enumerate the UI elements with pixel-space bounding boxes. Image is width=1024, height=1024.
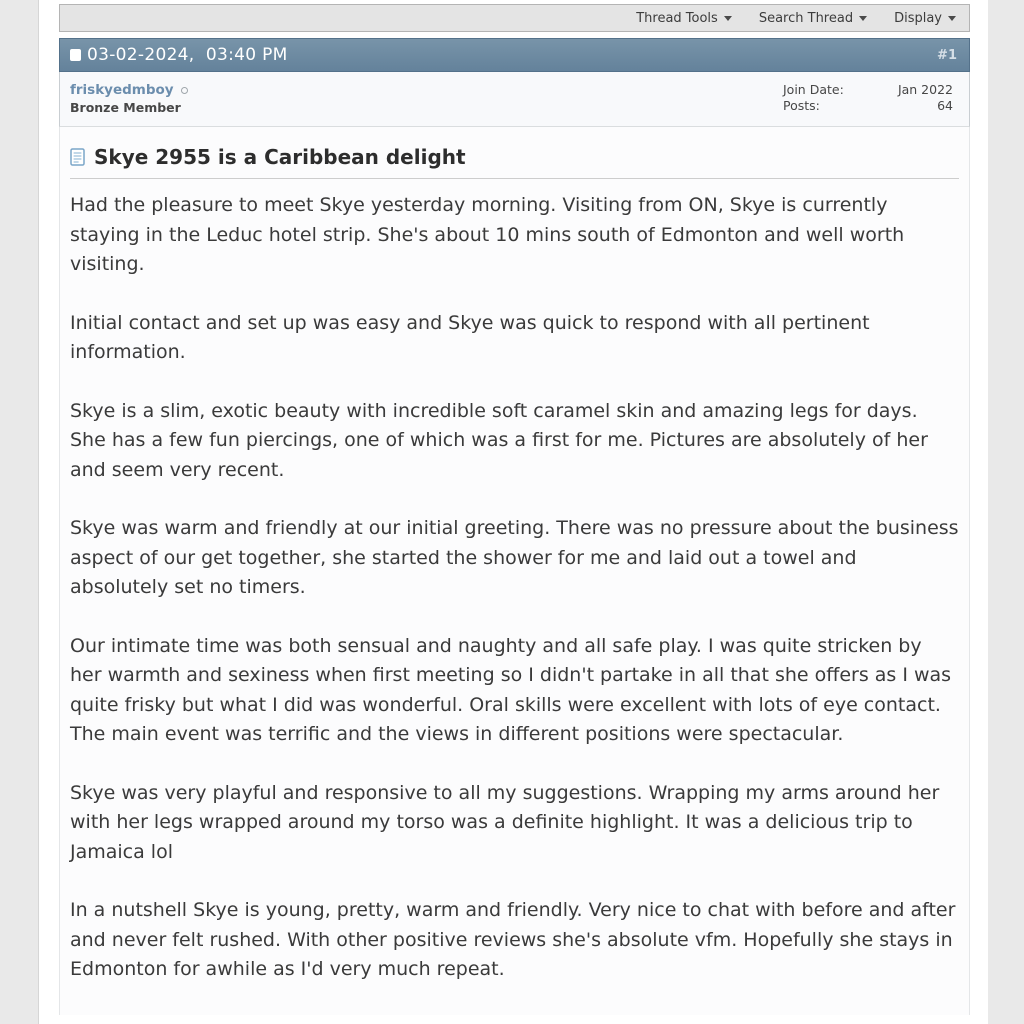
thread-post-icon: [70, 148, 85, 166]
post-date: 03-02-2024, 03:40 PM: [87, 45, 288, 65]
content-column: [39, 0, 988, 1015]
thread-tools-menu[interactable]: [636, 11, 732, 26]
display-menu[interactable]: [894, 11, 956, 26]
post-paragraph: Skye was warm and friendly at our initial greeting. There was no pressure about the business aspect of our get together, she started the shower for me and laid out a towel and absolutely set no timers.: [70, 517, 959, 598]
title-divider: [70, 178, 959, 179]
post-paragraph: Our intimate time was both sensual and naughty and all safe play. I was quite stricken by her warmth and sexiness when first meeting so I didn't partake in all that she offers as I was quite frisky but what I did was wonderful. Oral skills were excellent with lots of eye contact. The main event was terrific and the views in different positions were spectacular.: [70, 634, 952, 745]
post-container: [59, 38, 970, 1015]
content-surface: [38, 0, 988, 1024]
join-date-value: Jan 2022: [897, 82, 953, 97]
search-thread-label: Search Thread: [758, 10, 854, 26]
post-message: [59, 127, 970, 1015]
join-date-label: Join Date:: [783, 82, 844, 97]
post-paragraph: Skye was very playful and responsive to all my suggestions. Wrapping my arms around her with her legs wrapped around my torso was a definite highlight. It was a delicious trip to Jamaica lol: [70, 781, 940, 863]
caret-down-icon: [724, 16, 732, 21]
online-status-icon: [181, 87, 188, 94]
posts-value: 64: [937, 98, 953, 113]
posts-label: Posts:: [783, 98, 820, 113]
search-thread-menu[interactable]: [759, 11, 867, 26]
user-rank: Bronze Member: [70, 100, 181, 115]
caret-down-icon: [859, 16, 867, 21]
caret-down-icon: [948, 16, 956, 21]
stat-join-date: [783, 82, 953, 98]
post-paragraph: Skye is a slim, exotic beauty with incredible soft caramel skin and amazing legs for days. She has a few fun piercings, one of which was a first for me. Pictures are absolutely of her and seem very recent.: [70, 399, 928, 481]
post-title-row: [70, 145, 959, 169]
username-link[interactable]: friskyedmboy: [70, 82, 174, 98]
post-paragraph: In a nutshell Skye is young, pretty, warm and friendly. Very nice to chat with before and after and never felt rushed. With other positive reviews she's absolute vfm. Hopefully she stays in Edmonton for awhile as I'd very much repeat.: [70, 899, 956, 980]
post-title: Skye 2955 is a Caribbean delight: [94, 145, 466, 169]
post-number-link[interactable]: #1: [937, 47, 957, 63]
post-status-icon: [70, 49, 81, 61]
thread-tools-label: Thread Tools: [636, 10, 718, 26]
display-label: Display: [894, 10, 942, 26]
thread-toolbar: [59, 4, 970, 32]
post-header-bar: [59, 38, 970, 72]
stat-posts: [783, 98, 953, 114]
user-identity: [70, 82, 188, 115]
user-stats: [783, 82, 955, 114]
post-userinfo-row: [59, 72, 970, 127]
post-paragraph: Had the pleasure to meet Skye yesterday morning. Visiting from ON, Skye is currently staying in the Leduc hotel strip. She's about 10 mins south of Edmonton and well worth visiting.: [70, 194, 905, 275]
post-paragraph: Initial contact and set up was easy and Skye was quick to respond with all pertinent information.: [70, 311, 870, 363]
